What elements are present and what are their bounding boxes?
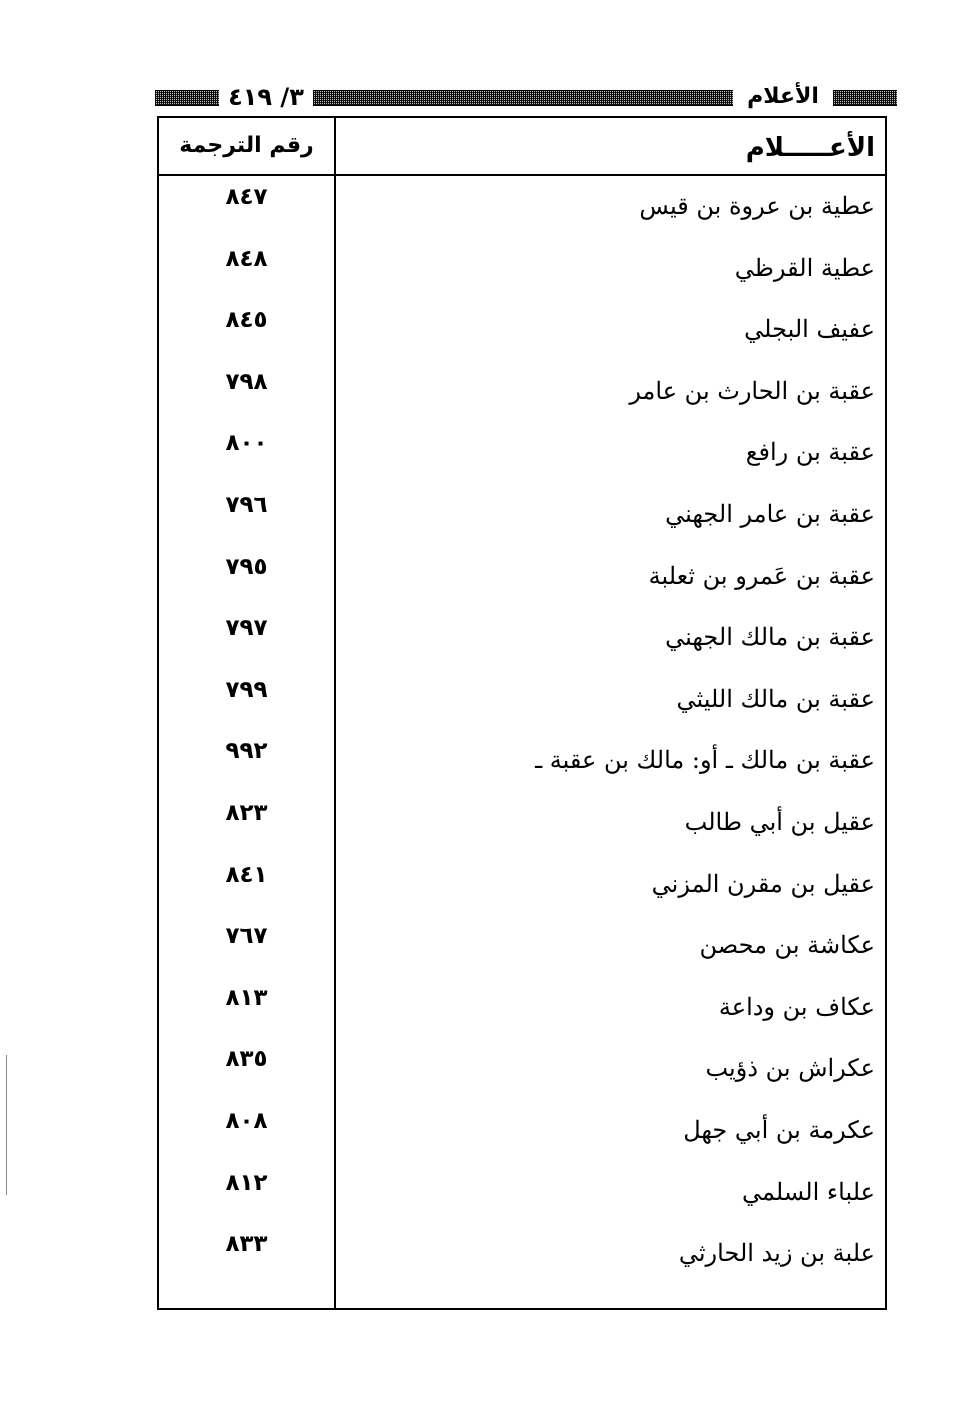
scan-edge-mark [6,1055,7,1195]
entry-name: عكرمة بن أبي جهل [683,1115,875,1144]
entry-name: عكاف بن وداعة [718,992,875,1021]
table-row [159,607,885,669]
entry-name: عقيل بن مقرن المزني [651,869,875,898]
entry-number: ٨٠٨ [225,1107,268,1134]
entry-name: عكاشة بن محصن [699,931,875,960]
entry-number: ٨٤٥ [225,307,268,334]
table-row [159,1223,885,1285]
table-row [159,730,885,792]
entry-number: ٨٤٧ [225,184,268,210]
entry-name: عقبة بن مالك ـ أو: مالك بن عقبة ـ [535,746,875,775]
entry-name: علبة بن زيد الحارثي [678,1239,875,1268]
entry-name: عطية بن عروة بن قيس [639,192,875,220]
running-header [155,80,897,116]
table-row [159,1038,885,1100]
table-row [159,299,885,361]
header-ornament-bar-middle [313,90,733,106]
table-row [159,484,885,546]
entry-number: ٨٤١ [225,861,268,888]
entry-number: ٧٩٩ [225,676,268,703]
entry-number: ٩٩٢ [225,738,268,765]
column-header-entry-number: رقم الترجمة [179,133,314,158]
entry-number: ٨٣٥ [225,1046,268,1073]
table-row [159,915,885,977]
entry-name: عقيل بن أبي طالب [684,807,875,836]
entry-name: علباء السلمي [742,1177,875,1206]
entry-name: عقبة بن مالك الجهني [665,623,875,652]
entry-number: ٨٣٣ [225,1231,268,1258]
entry-number: ٨٢٣ [225,799,268,826]
table-body [159,176,885,1285]
entry-number: ٧٩٨ [225,368,268,395]
table-row [159,1100,885,1162]
table-row [159,1162,885,1224]
table-row [159,792,885,854]
table-row [159,238,885,300]
table-row [159,977,885,1039]
table-row [159,546,885,608]
entry-name: عقبة بن عامر الجهني [665,499,875,528]
entry-name: عطية القرظي [734,253,875,282]
entry-number: ٨٠٠ [225,430,268,457]
entry-name: عقبة بن رافع [745,438,875,467]
entry-number: ٧٩٥ [225,553,268,580]
entry-name: عقبة بن مالك الليثي [676,684,875,713]
page-reference: ٣/ ٤١٩ [228,83,304,111]
entry-number: ٨١٣ [225,984,268,1011]
entry-name: عقبة بن عَمرو بن ثعلبة [648,561,875,590]
header-ornament-bar-right [833,90,897,106]
entry-number: ٨٤٨ [225,245,268,272]
running-title: الأعلام [747,84,819,109]
entry-name: عفيف البجلي [744,315,875,344]
index-table [157,116,887,1310]
table-row [159,422,885,484]
table-row [159,669,885,731]
entry-name: عكراش بن ذؤيب [705,1054,875,1083]
entry-number: ٧٦٧ [225,923,268,950]
entry-name: عقبة بن الحارث بن عامر [629,376,875,405]
table-row [159,361,885,423]
entry-number: ٧٩٦ [225,491,268,518]
table-row [159,854,885,916]
entry-number: ٧٩٧ [225,615,268,642]
header-ornament-bar-left [155,90,219,106]
column-header-names: الأعـــــلام [745,133,875,163]
entry-number: ٨١٢ [225,1169,268,1196]
table-row [159,176,885,238]
